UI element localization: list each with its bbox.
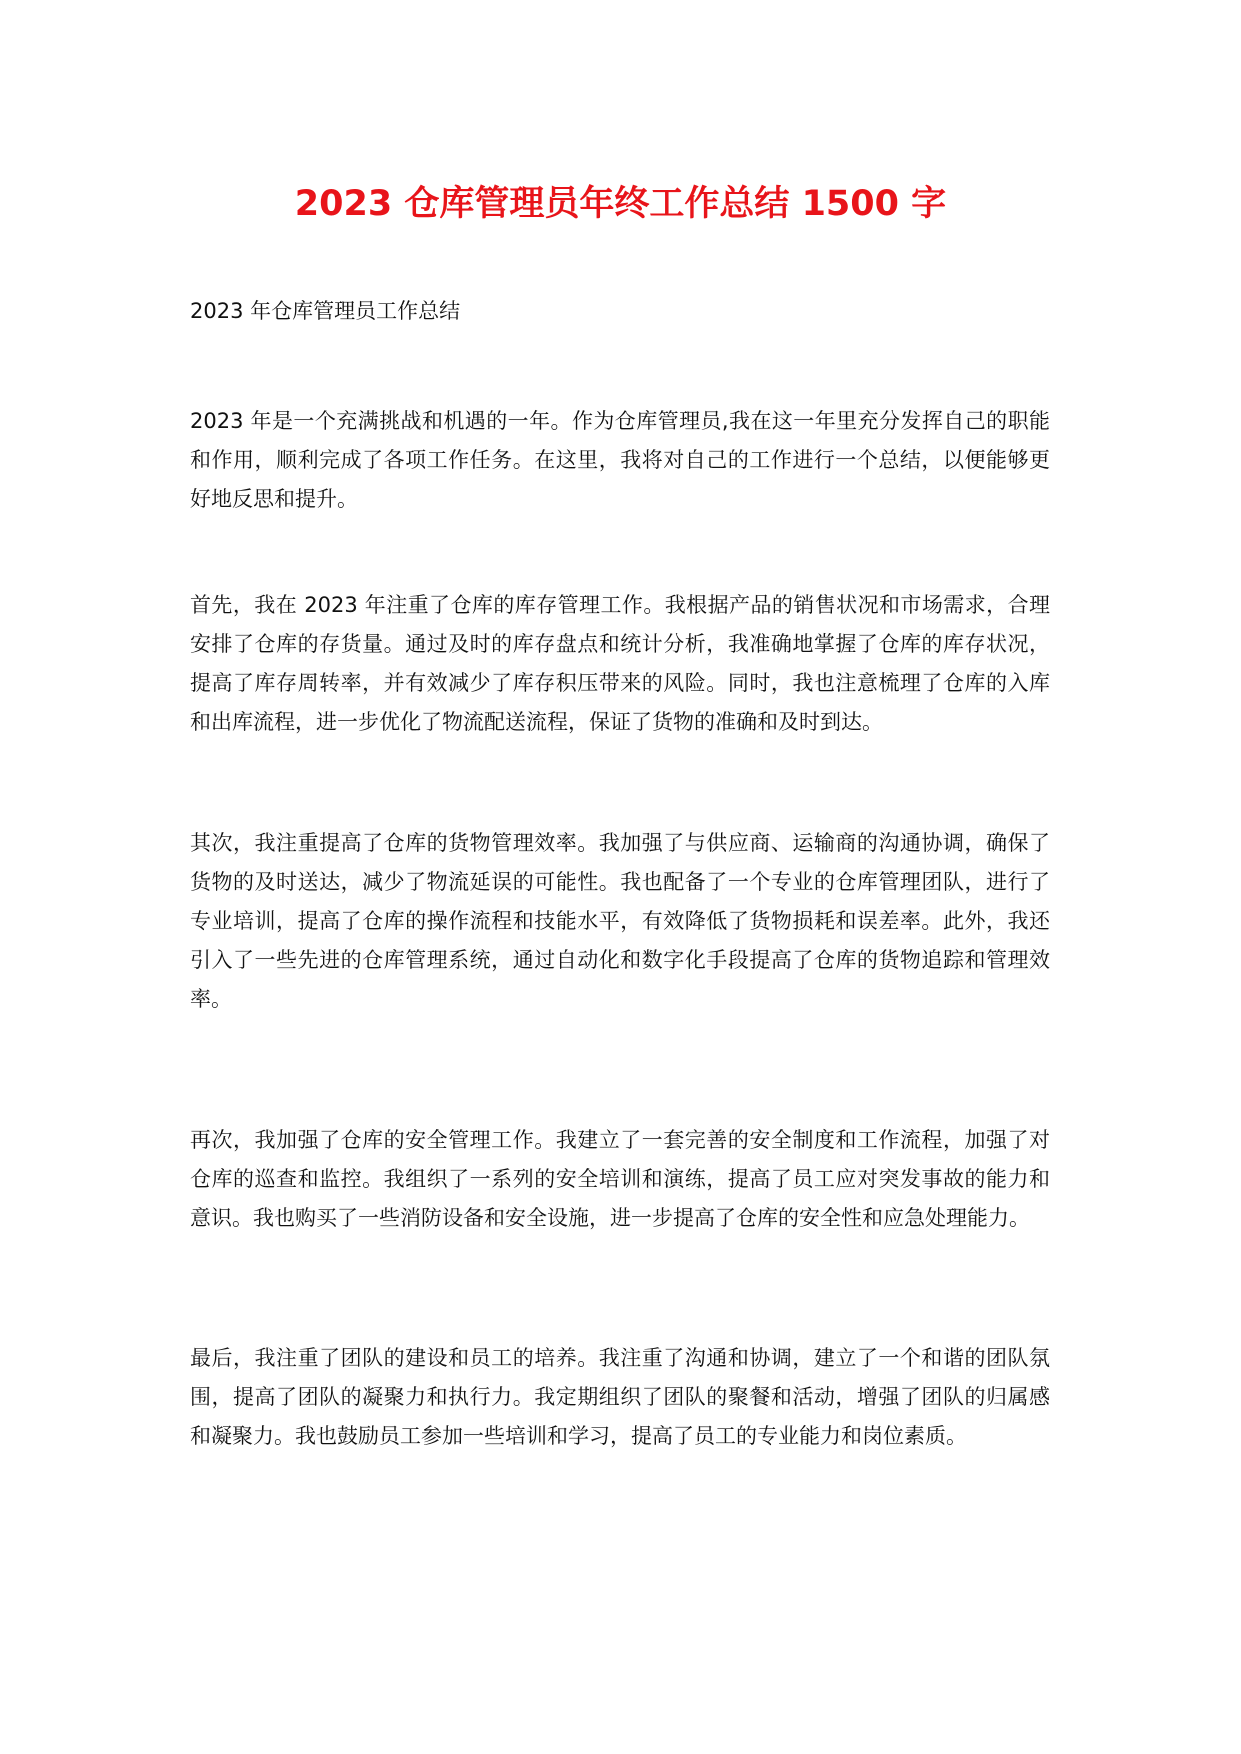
paragraph-intro: 2023 年是一个充满挑战和机遇的一年。作为仓库管理员,我在这一年里充分发挥自己的职能和作用，顺利完成了各项工作任务。在这里，我将对自己的工作进行一个总结，以便能够更好地反思和提升。 [190, 409, 1050, 511]
document-title: 2023 仓库管理员年终工作总结 1500 字 [294, 184, 947, 224]
paragraph-safety: 再次，我加强了仓库的安全管理工作。我建立了一套完善的安全制度和工作流程，加强了对仓库的巡查和监控。我组织了一系列的安全培训和演练，提高了员工应对突发事故的能力和意识。我也购买了一些消防设备和安全设施，进一步提高了仓库的安全性和应急处理能力。 [190, 1128, 1050, 1230]
paragraph-efficiency: 其次，我注重提高了仓库的货物管理效率。我加强了与供应商、运输商的沟通协调，确保了货物的及时送达，减少了物流延误的可能性。我也配备了一个专业的仓库管理团队，进行了专业培训，提高了仓库的操作流程和技能水平，有效降低了货物损耗和误差率。此外，我还引入了一些先进的仓库管理系统，通过自动化和数字化手段提高了仓库的货物追踪和管理效率。 [190, 831, 1050, 1011]
paragraph-team: 最后，我注重了团队的建设和员工的培养。我注重了沟通和协调，建立了一个和谐的团队氛围，提高了团队的凝聚力和执行力。我定期组织了团队的聚餐和活动，增强了团队的归属感和凝聚力。我也鼓励员工参加一些培训和学习，提高了员工的专业能力和岗位素质。 [190, 1346, 1050, 1448]
paragraph-inventory: 首先，我在 2023 年注重了仓库的库存管理工作。我根据产品的销售状况和市场需求，合理安排了仓库的存货量。通过及时的库存盘点和统计分析，我准确地掌握了仓库的库存状况，提高了库存周转率，并有效减少了库存积压带来的风险。同时，我也注意梳理了仓库的入库和出库流程，进一步优化了物流配送流程，保证了货物的准确和及时到达。 [190, 593, 1050, 734]
document-subtitle: 2023 年仓库管理员工作总结 [190, 299, 461, 323]
